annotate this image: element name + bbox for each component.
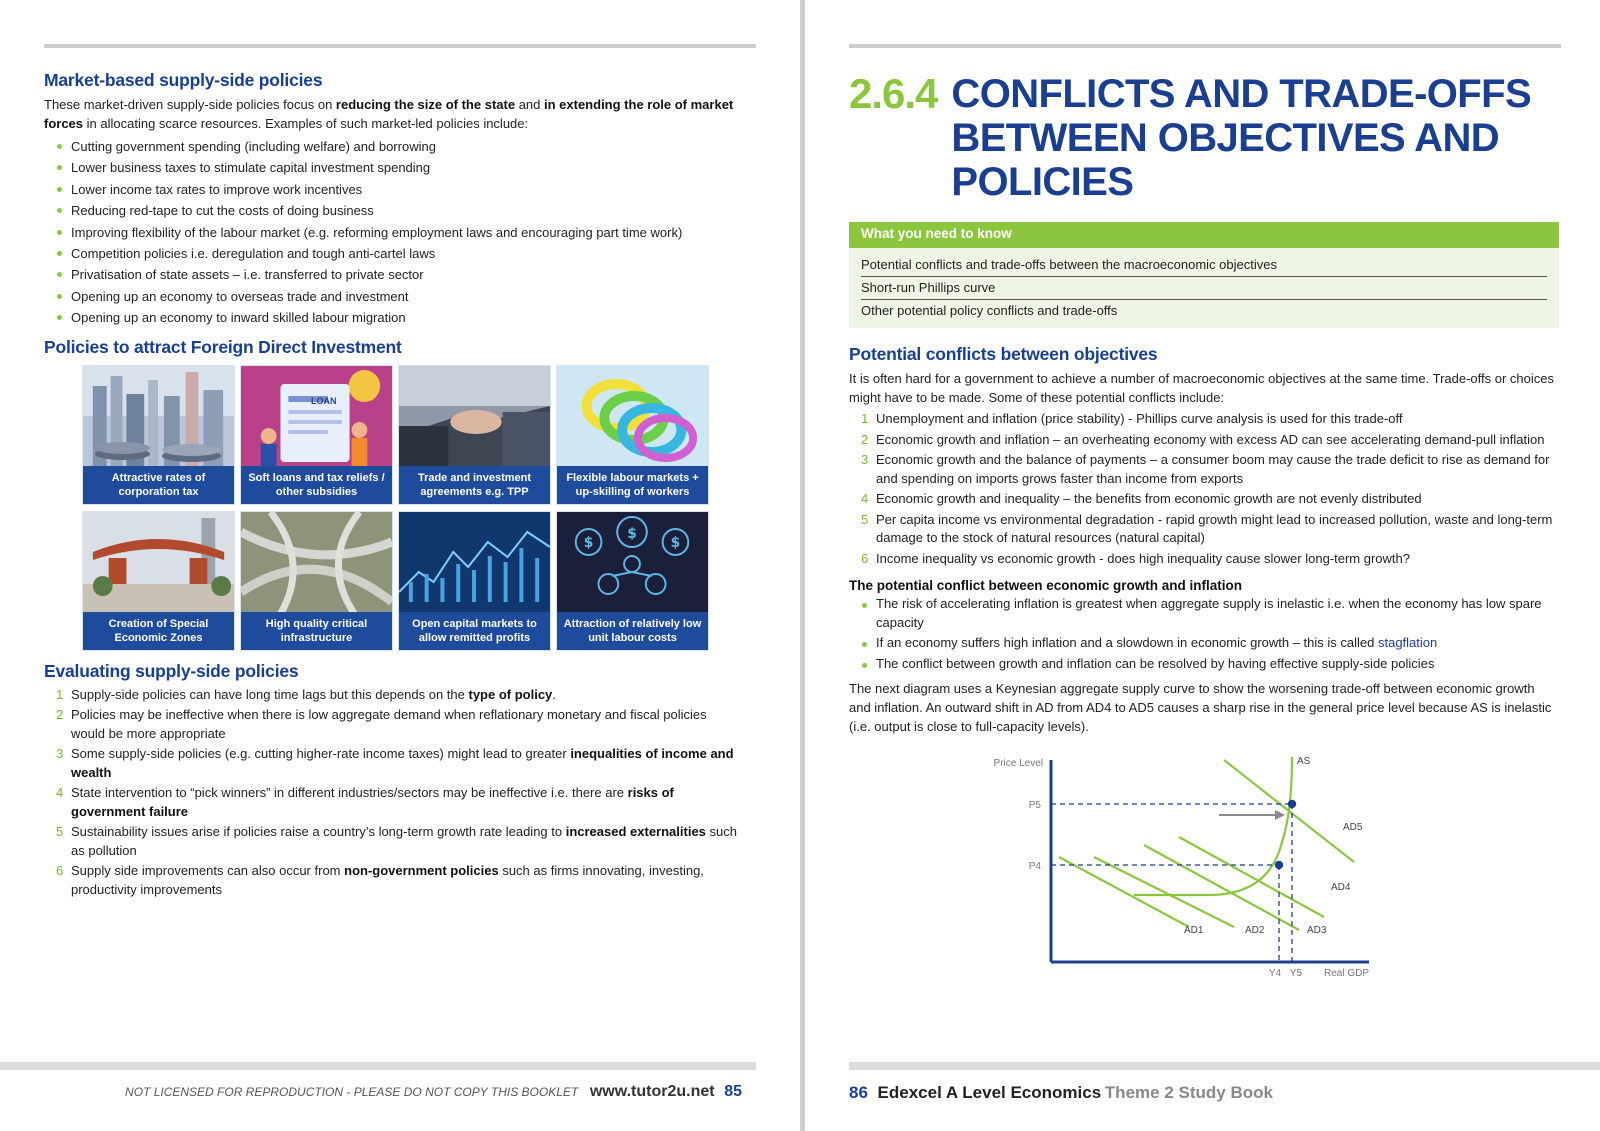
equilibrium-point [1275, 861, 1283, 869]
top-rule [849, 44, 1561, 48]
city-skyline-image [83, 366, 234, 468]
loan-illustration-image [241, 366, 392, 468]
shift-arrow-head [1275, 810, 1285, 820]
bottom-rule [0, 1062, 756, 1070]
conflicts-heading: Potential conflicts between objectives [849, 344, 1158, 364]
fdi-caption: Attraction of relatively low unit labour costs [557, 612, 708, 650]
rainbow-spring-image [557, 366, 708, 468]
top-rule [44, 44, 756, 48]
svg-text:$: $ [583, 534, 594, 551]
fdi-caption: Open capital markets to allow remitted profits [399, 612, 550, 650]
fdi-tile-labour [556, 365, 709, 505]
footer [125, 1083, 742, 1101]
svg-text:$: $ [670, 534, 681, 551]
diagram-intro: The next diagram uses a Keynesian aggregate supply curve to show the worsening trade-off between economic growth and inflation. An outward shift in AD from AD4 to AD5 causes a sharp rise in the general price level because AS is inelastic (i.e. output is close to full-capacity levels). [849, 681, 1552, 734]
list-item: Potential conflicts and trade-offs between the macroeconomic objectives [861, 254, 1547, 277]
list-item: 1 Supply-side policies can have long time lags but this depends on the type of policy. [56, 686, 556, 702]
fdi-heading: Policies to attract Foreign Direct Investment [44, 336, 402, 357]
fdi-tile-tax [82, 365, 235, 505]
list-item: Other potential policy conflicts and trade-offs [861, 303, 1118, 318]
list-item: Lower income tax rates to improve work incentives [44, 179, 744, 200]
y-tick-label: P5 [1028, 800, 1041, 811]
x-tick-label: Y4 [1268, 968, 1282, 979]
book-title: Edexcel A Level Economics [877, 1083, 1102, 1102]
market-heading: Market-based supply-side policies [44, 70, 323, 90]
fdi-tile-loans [240, 365, 393, 505]
fdi-tile-infrastructure [240, 511, 393, 651]
fdi-caption: Creation of Special Economic Zones [83, 612, 234, 650]
page-number: 85 [724, 1083, 742, 1100]
conflicts-intro: It is often hard for a government to achieve a number of macroeconomic objectives at the same time. Trade-offs or choices might have to be made. Some of these potential conflicts include: [849, 371, 1554, 405]
as-curve [1134, 757, 1292, 895]
chapter-title: CONFLICTS AND TRADE-OFFS BETWEEN OBJECTIVES AND POLICIES [951, 72, 1532, 204]
x-tick-label: Y5 [1289, 968, 1303, 979]
stock-chart-image [399, 512, 550, 614]
eval-heading: Evaluating supply-side policies [44, 660, 299, 681]
handshake-image [399, 366, 550, 468]
equilibrium-point [1288, 800, 1296, 808]
ad-label-ad5: AD5 [1343, 822, 1363, 833]
conflicts-list [849, 410, 1559, 568]
fdi-caption: Attractive rates of corporation tax [83, 466, 234, 504]
list-item: Opening up an economy to inward skilled labour migration [44, 307, 744, 328]
list-item: Opening up an economy to overseas trade and investment [44, 286, 744, 307]
as-label: AS [1297, 756, 1311, 767]
fdi-tile-ulc [556, 511, 709, 651]
highway-interchange-image [241, 512, 392, 614]
license-notice: NOT LICENSED FOR REPRODUCTION - PLEASE DO NOT COPY THIS BOOKLET [125, 1085, 579, 1099]
growth-inflation-heading: The potential conflict between economic growth and inflation [849, 578, 1243, 593]
y-axis-label: Price Level [993, 758, 1043, 769]
website-url: www.tutor2u.net [589, 1083, 715, 1100]
list-item: 5 Sustainability issues arise if policies raise a country’s long-term growth rate leading to increased externalities such as pollution [56, 824, 737, 858]
ad-curve-ad1 [1059, 857, 1189, 927]
dollar-network-icon [557, 512, 708, 614]
fdi-tile-capital [398, 511, 551, 651]
list-item: Improving flexibility of the labour market (e.g. reforming employment laws and encouraging part time work) [44, 222, 744, 243]
y-tick-label: P4 [1028, 861, 1041, 872]
list-item: 1 Unemployment and inflation (price stability) - Phillips curve analysis is used for this trade-off [861, 411, 1403, 426]
chapter-number: 2.6.4 [849, 70, 938, 117]
list-item: 4 Economic growth and inequality – the benefits from economic growth are not evenly distributed [861, 491, 1422, 506]
list-item: Short-run Phillips curve [861, 277, 1547, 300]
x-axis-label: Real GDP [1323, 968, 1369, 979]
list-item: Lower business taxes to stimulate capital investment spending [44, 157, 744, 178]
list-item: The conflict between growth and inflation can be resolved by having effective supply-side policies [849, 655, 1559, 674]
ad-curve-ad2 [1094, 857, 1234, 927]
chapter-header [849, 72, 1559, 204]
ad-as-diagram [979, 752, 1399, 987]
fdi-caption: Soft loans and tax reliefs / other subsidies [241, 466, 392, 504]
theme-label: Theme 2 Study Book [1104, 1083, 1273, 1102]
fdi-grid [82, 365, 744, 651]
list-item: 3 Economic growth and the balance of payments – a consumer boom may cause the trade deficit to rise as demand for and spending on imports grows faster than income from exports [861, 452, 1550, 486]
ad-label-ad1: AD1 [1184, 925, 1204, 936]
list-item: 4 State intervention to “pick winners” in different industries/sectors may be ineffective i.e. there are risks of government failure [56, 785, 674, 819]
box-heading: What you need to know [849, 222, 1559, 248]
bottom-rule [849, 1062, 1600, 1070]
ad-curve-ad5 [1224, 760, 1354, 862]
list-item: Privatisation of state assets – i.e. transferred to private sector [44, 264, 744, 285]
ad-label-ad2: AD2 [1245, 925, 1265, 936]
list-item: 2 Economic growth and inflation – an overheating economy with excess AD can see accelerating demand-pull inflation [861, 431, 1545, 447]
ad-label-ad4: AD4 [1331, 882, 1351, 893]
fdi-caption: Trade and investment agreements e.g. TPP [399, 466, 550, 504]
svg-text:$: $ [627, 525, 637, 542]
list-item: Cutting government spending (including welfare) and borrowing [44, 136, 744, 157]
footer [849, 1083, 1273, 1103]
list-item: The risk of accelerating inflation is greatest when aggregate supply is inelastic i.e. when the economy has low spare capacity [849, 595, 1559, 632]
fdi-caption: Flexible labour markets + up-skilling of workers [557, 466, 708, 504]
list-item: If an economy suffers high inflation and a slowdown in economic growth – this is called stagflation [849, 634, 1559, 653]
page-86 [805, 0, 1600, 1131]
growth-inflation-list [849, 595, 1559, 673]
market-intro: These market-driven supply-side policies focus on reducing the size of the state and in extending the role of market forces in allocating scarce resources. Examples of such market-led policies include: [44, 97, 734, 131]
market-list [44, 136, 744, 329]
list-item: 5 Per capita income vs environmental degradation - rapid growth might lead to increased pollution, waste and long-term damage to the stock of natural resources (natural capital) [861, 511, 1553, 545]
list-item: 2 Policies may be ineffective when there is low aggregate demand when reflationary monetary and fiscal policies would be more appropriate [56, 707, 707, 741]
ad-as-chart [979, 752, 1399, 987]
list-item: 3 Some supply-side policies (e.g. cutting higher-rate income taxes) might lead to greater inequalities of income and wealth [56, 746, 734, 780]
what-you-need-to-know-box [849, 222, 1559, 328]
list-item: Reducing red-tape to cut the costs of doing business [44, 200, 744, 221]
economic-zone-image [83, 512, 234, 614]
list-item: Competition policies i.e. deregulation and tough anti-cartel laws [44, 243, 744, 264]
fdi-tile-trade [398, 365, 551, 505]
fdi-caption: High quality critical infrastructure [241, 612, 392, 650]
fdi-tile-sez [82, 511, 235, 651]
stagflation-link[interactable]: stagflation [1377, 635, 1438, 650]
list-item: 6 Supply side improvements can also occur from non-government policies such as firms innovating, investing, productivity improvements [56, 863, 704, 897]
page-number: 86 [849, 1083, 868, 1102]
ad-label-ad3: AD3 [1307, 925, 1327, 936]
list-item: 6 Income inequality vs economic growth - does high inequality cause slower long-term growth? [861, 550, 1410, 566]
eval-list [44, 686, 744, 900]
loan-label: LOAN [311, 395, 337, 406]
